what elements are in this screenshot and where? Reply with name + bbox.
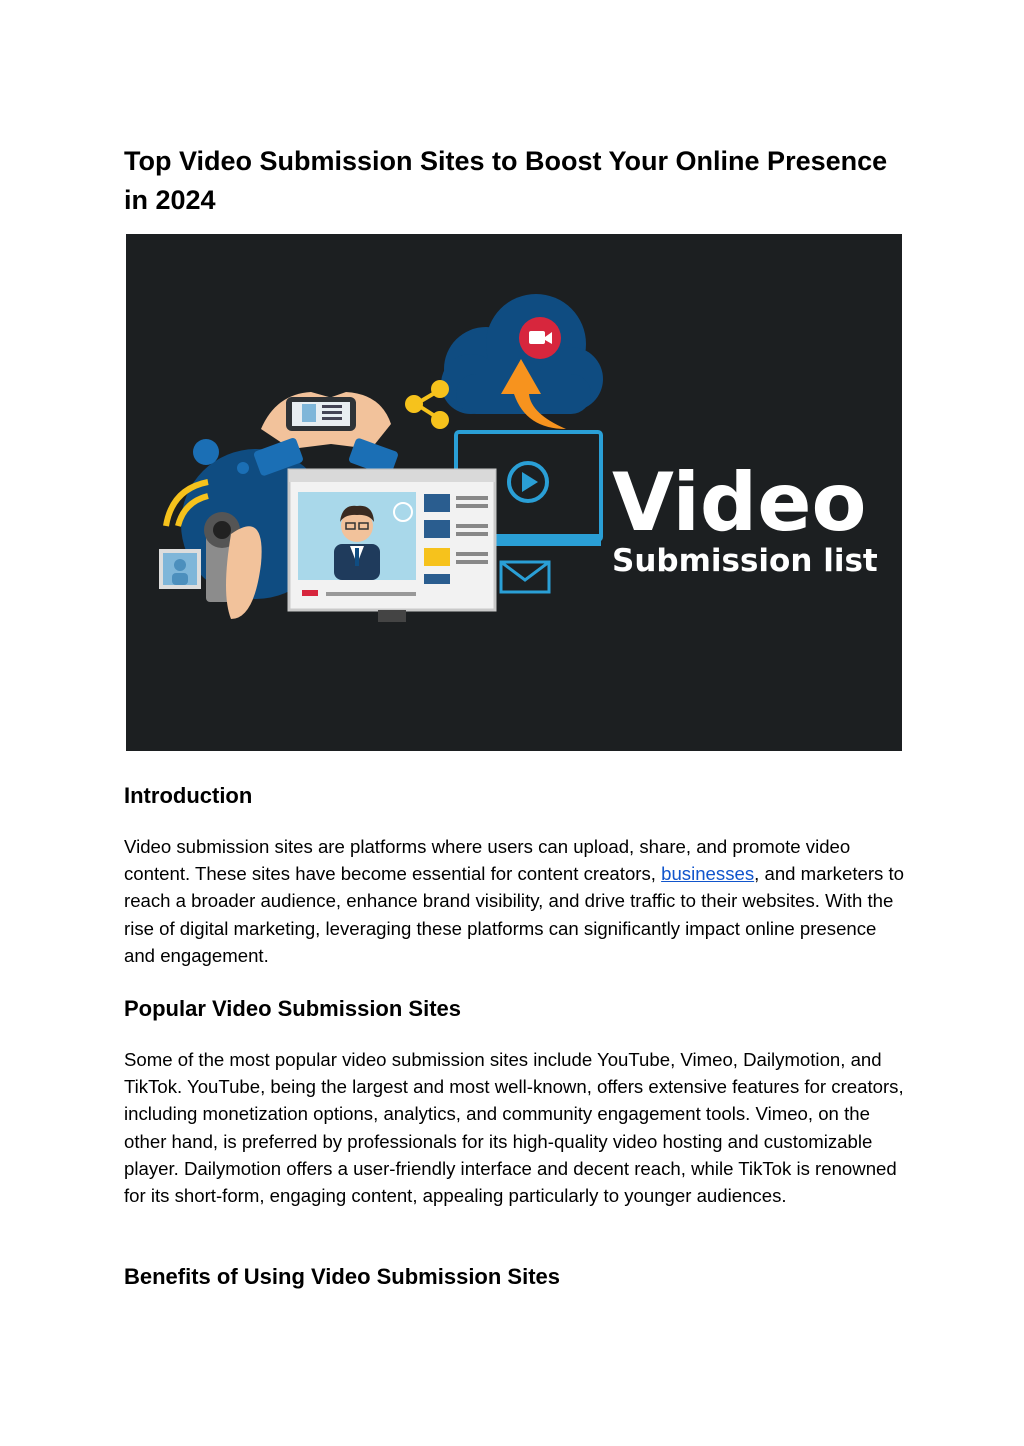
section-heading-introduction: Introduction	[124, 783, 253, 808]
decor-dot	[193, 439, 219, 465]
text-segment: , and marketers to reach a broader audience, enhance brand visibility, and drive traffic to their websites. With the rise of digital marketing, leveraging these platforms can significantly impact online presence and engagement.	[124, 863, 904, 966]
decor-dot	[237, 462, 249, 474]
cloud-upload-icon	[441, 294, 603, 429]
hero-headline: Video	[612, 456, 867, 549]
section-heading-popular-sites: Popular Video Submission Sites	[124, 996, 462, 1021]
popular-sites-paragraph: Some of the most popular video submission sites include YouTube, Vimeo, Dailymotion, and TikTok. YouTube, being the largest and most well-known, offers extensive features for creators, including monetization options, analytics, and community engagement tools. Vimeo, on the other hand, is preferred by professionals for its high-quality video hosting and customizable player. Dailymotion offers a user-friendly interface and decent reach, while TikTok is renowned for its short-form, engaging content, appealing particularly to younger audiences.	[124, 1049, 904, 1207]
user-avatar-icon	[159, 549, 201, 589]
camcorder-icon	[204, 512, 262, 619]
businesses-link[interactable]: businesses	[661, 863, 755, 885]
hero-illustration	[126, 234, 902, 751]
text-segment: Video submission sites are platforms where users can upload, share, and promote video content. These sites have become essential for content creators,	[124, 836, 851, 885]
hero-subheadline: Submission list	[612, 543, 878, 579]
monitor-icon	[289, 470, 495, 622]
smartphone-icon	[253, 392, 399, 477]
page-title: Top Video Submission Sites to Boost Your Online Presence in 2024	[124, 146, 888, 215]
introduction-paragraph	[124, 833, 904, 969]
email-icon	[501, 562, 549, 592]
hero-image	[126, 234, 902, 751]
section-heading-benefits: Benefits of Using Video Submission Sites	[124, 1264, 561, 1289]
video-camera-icon	[519, 317, 561, 359]
share-icon	[407, 382, 447, 427]
